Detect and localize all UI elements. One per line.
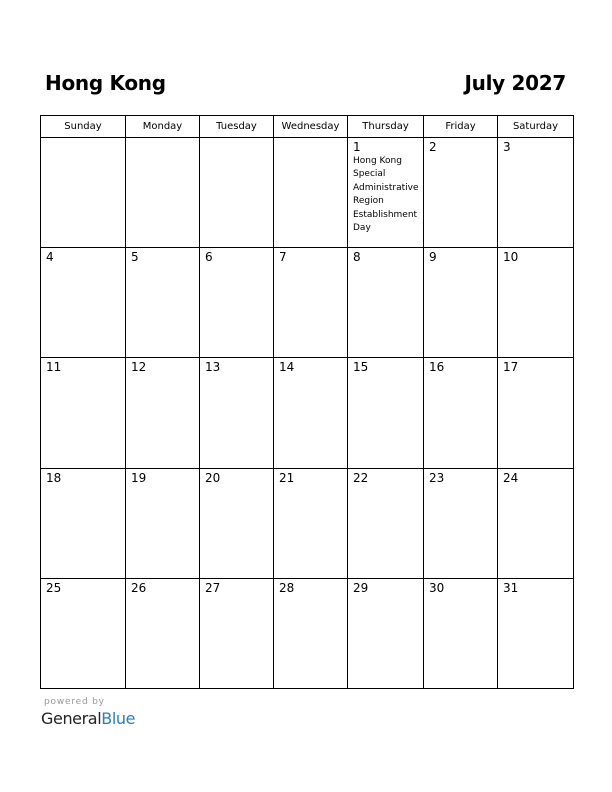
holiday-label: Hong Kong Special Administrative Region Establishment Day [353,156,419,234]
day-cell [126,468,200,578]
day-number: 13 [205,360,221,375]
day-number: 12 [131,360,147,375]
day-cell [348,578,424,688]
powered-by-text: powered by [44,697,105,707]
day-cell [348,468,424,578]
region-title: Hong Kong [45,71,166,95]
week-row [41,358,574,468]
day-cell [126,578,200,688]
day-cell [348,138,424,248]
day-number: 7 [279,250,287,265]
day-number: 24 [503,470,519,485]
day-cell [498,358,574,468]
day-cell [498,248,574,358]
day-number: 2 [429,140,437,154]
day-cell [200,138,274,248]
day-number: 30 [429,580,445,595]
brand-text-blue: Blue [101,709,136,728]
brand-text-general: General [41,709,102,728]
day-number: 23 [429,470,445,485]
week-row [41,578,574,688]
week-row [41,468,574,578]
day-number: 22 [353,470,369,485]
day-cell [274,578,348,688]
day-cell [200,358,274,468]
day-number: 9 [429,250,437,265]
weekday-header-saturday: Saturday [498,116,574,138]
week-row [41,138,574,248]
weekday-header-tuesday: Tuesday [200,116,274,138]
day-cell [274,248,348,358]
day-number: 28 [279,580,295,595]
day-number: 14 [279,360,295,375]
day-cell [498,468,574,578]
weekday-header-friday: Friday [424,116,498,138]
weekday-header-wednesday: Wednesday [274,116,348,138]
day-number: 25 [46,580,62,595]
day-cell [126,248,200,358]
month-year-title: July 2027 [464,71,566,95]
day-cell [274,138,348,248]
day-number: 8 [353,250,361,265]
day-cell [424,468,498,578]
day-number: 31 [503,580,519,595]
day-number: 10 [503,250,519,265]
weekday-header-monday: Monday [126,116,200,138]
day-cell [41,248,126,358]
weekday-header-thursday: Thursday [348,116,424,138]
weekday-header-sunday: Sunday [41,116,126,138]
weekday-header-row [41,116,574,138]
day-number: 18 [46,470,62,485]
day-cell [126,358,200,468]
day-cell [274,358,348,468]
generalblue-logo[interactable] [41,709,135,728]
calendar-grid [40,115,574,689]
day-cell [41,578,126,688]
day-cell [126,138,200,248]
day-number: 21 [279,470,295,485]
day-number: 11 [46,360,62,375]
day-number: 5 [131,250,139,265]
day-cell [424,578,498,688]
day-cell [424,248,498,358]
day-number: 19 [131,470,147,485]
day-number: 1 [353,140,361,154]
day-cell [498,578,574,688]
day-number: 6 [205,250,213,265]
day-number: 15 [353,360,369,375]
day-cell [424,138,498,248]
day-cell [41,358,126,468]
day-number: 27 [205,580,221,595]
day-number: 17 [503,360,519,375]
day-cell [200,468,274,578]
day-number: 4 [46,250,54,265]
day-cell [41,468,126,578]
day-number: 20 [205,470,221,485]
day-cell [424,358,498,468]
day-number: 26 [131,580,147,595]
day-cell [348,248,424,358]
day-number: 16 [429,360,445,375]
day-cell [348,358,424,468]
day-cell [200,578,274,688]
day-cell [274,468,348,578]
week-row [41,248,574,358]
day-number: 29 [353,580,369,595]
day-cell [498,138,574,248]
day-cell [200,248,274,358]
day-number: 3 [503,140,511,154]
day-cell [41,138,126,248]
